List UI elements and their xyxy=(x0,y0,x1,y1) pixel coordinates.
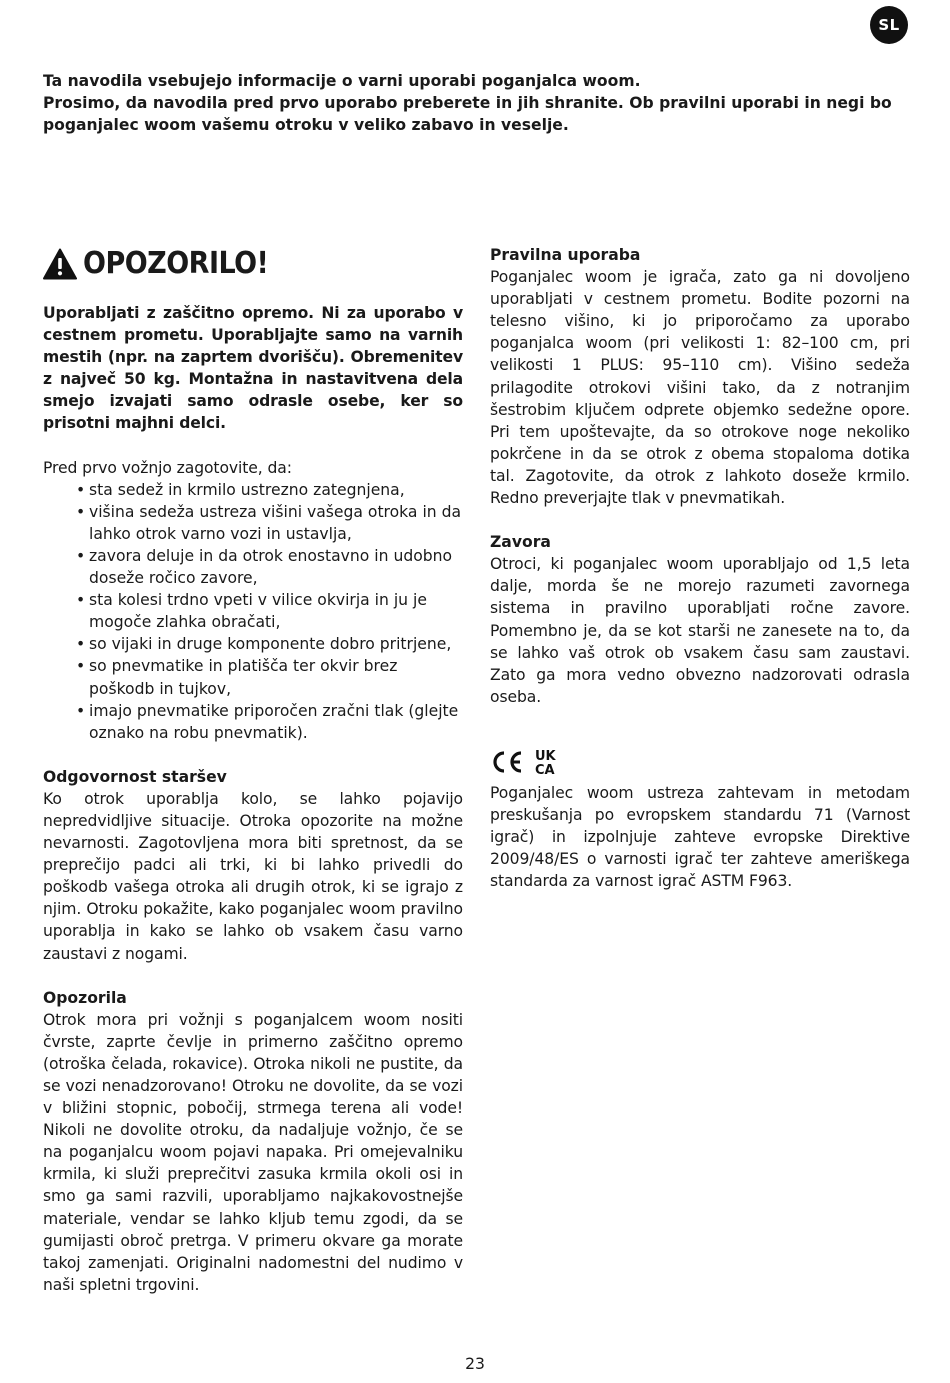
intro-text xyxy=(43,70,913,136)
section-heading: Zavora xyxy=(490,533,551,552)
section-body: Otrok mora pri vožnji s poganjalcem woom nositi čvrste, zaprte čevlje in primerno zaščitno opremo (otroška čelada, rokavice). Otroka nikoli ne pustite, da se vozi nenadzorovano! Otroku ne dovolite, da se vozi v bližini stopnic, pobočij, strmega terena ali vode! Nikoli ne dovolite otroku, da nadaljuje vožnjo, če se na poganjalcu woom pojavi napaka. Pri omejevalniku krmila, ki služi preprečitvi zasuka krmila okoli osi in smo ga sami razvili, uporabljamo najkakovostnejše materiale, vendar se lahko kljub temu zgodi, da se gumijasti obroč pretrga. V primeru okvare ga morate takoj zamenjati. Originalni nadomestni del nudimo v naši spletni trgovini. xyxy=(43,1010,463,1294)
section-heading: Pravilna uporaba xyxy=(490,246,641,264)
ukca-bottom-text: CA xyxy=(535,762,555,776)
ukca-mark-icon xyxy=(533,748,563,776)
section-body: Ko otrok uporablja kolo, se lahko pojavijo nepredvidljive situacije. Otroka opozorite na možne nevarnosti. Zagotovljena mora biti spretnost, da se preprečijo padci ali trki, ki bi lahko privedli do poškodb vašega otroka ali drugih otrok, ki se igrajo z njim. Otroku pokažite, kako poganjalec woom pravilno uporablja in kako se lahko ob vsakem času varno zaustavi z nogami. xyxy=(43,789,463,963)
section-body: Otroci, ki poganjalec woom uporabljajo od 1,5 leta dalje, morda še ne morejo razumeti zavornega sistema in pravilno uporabljati ročne zavore. Pomembno je, da se kot starši ne zanesete na to, da se lahko vaš otrok ob vsakem času sam zaustavi. Zato ga mora vedno obvezno nadzorovati odrasla oseba. xyxy=(490,555,910,706)
ukca-top-text: UK xyxy=(535,748,556,764)
intro-line-1: Ta navodila vsebujejo informacije o varni uporabi poganjalca woom. xyxy=(43,72,641,90)
warning-triangle-icon xyxy=(43,248,77,280)
right-column xyxy=(490,244,910,892)
section-proper-use xyxy=(490,244,910,509)
pre-ride-checklist xyxy=(43,457,463,744)
page-number: 23 xyxy=(465,1355,485,1373)
list-item: • zavora deluje in da otrok enostavno in udobno doseže ročico zavore, xyxy=(76,545,463,589)
warning-title: OPOZORILO! xyxy=(83,245,269,281)
section-parental-responsibility xyxy=(43,766,463,965)
warning-text: Uporabljati z zaščitno opremo. Ni za uporabo v cestnem prometu. Uporabljajte samo na varnih mestih (npr. na zaprtem dvorišču). Obremenitev z največ 50 kg. Montažna in nastavitvena dela smejo izvajati samo odrasle osebe, ker so prisotni majhni delci. xyxy=(43,304,463,433)
warning-header xyxy=(43,244,463,284)
certification-marks xyxy=(490,748,910,776)
left-column xyxy=(43,244,463,1296)
list-item: • imajo pnevmatike priporočen zračni tlak (glejte oznako na robu pnevmatik). xyxy=(76,700,463,744)
checklist-items xyxy=(43,479,463,744)
section-body: Poganjalec woom je igrača, zato ga ni dovoljeno uporabljati v cestnem prometu. Bodite pozorni na telesno višino, ki jo priporočamo za uporabo poganjalca woom (pri velikosti 1: 82–100 cm, pri velikosti 1 PLUS: 95–110 cm). Višino sedeža prilagodite otrokovi višini tako, da z notranjim šestrobim ključem odprete objemko sedežne opore. Pri tem upoštevajte, da so otrokove noge nekoliko pokrčene in da se otrok z obema stopaloma dotika tal. Zagotovite, da otrok z lahkoto doseže krmilo. Redno preverjajte tlak v pnevmatikah. xyxy=(490,268,910,508)
list-item: • so vijaki in druge komponente dobro pritrjene, xyxy=(76,633,463,655)
list-item: • višina sedeža ustreza višini vašega otroka in da lahko otrok varno vozi in ustavlja, xyxy=(76,501,463,545)
section-brake xyxy=(490,531,910,708)
list-item: • sta sedež in krmilo ustrezno zategnjena, xyxy=(76,479,463,501)
language-badge: SL xyxy=(870,6,908,44)
section-heading: Odgovornost staršev xyxy=(43,767,227,786)
section-heading: Opozorila xyxy=(43,988,127,1007)
intro-line-2: Prosimo, da navodila pred prvo uporabo preberete in jih shranite. Ob pravilni uporabi in negi bo poganjalec woom vašemu otroku v veliko zabavo in veselje. xyxy=(43,94,892,134)
list-item: • so pnevmatike in platišča ter okvir brez poškodb in tujkov, xyxy=(76,655,463,699)
checklist-lead: Pred prvo vožnjo zagotovite, da: xyxy=(43,458,292,477)
section-warnings xyxy=(43,987,463,1296)
list-item: • sta kolesi trdno vpeti v vilice okvirja in ju je mogoče zlahka obračati, xyxy=(76,589,463,633)
ce-mark-icon xyxy=(490,749,524,775)
certification-text: Poganjalec woom ustreza zahtevam in metodam preskušanja po evropskem standardu 71 (Varnost igrač) in izpolnjuje zahteve evropske Direktive 2009/48/ES o varnosti igrač ter zahteve ameriškega standarda za varnost igrač ASTM F963. xyxy=(490,783,910,891)
